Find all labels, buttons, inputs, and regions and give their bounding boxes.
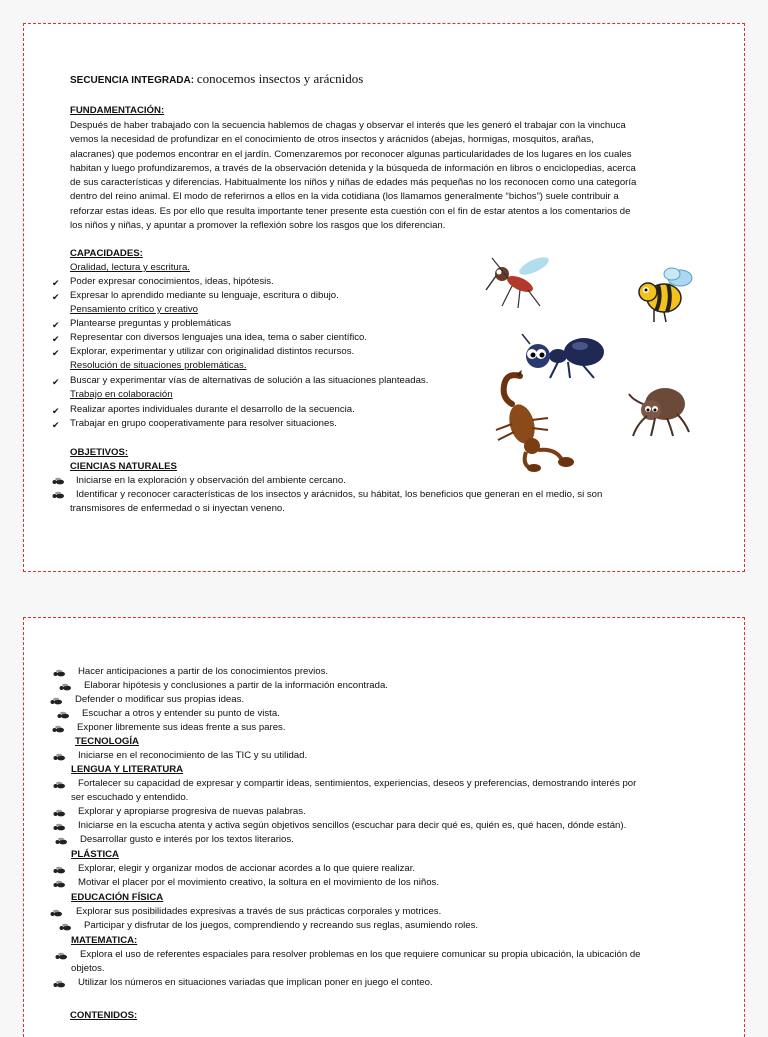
scorpion-illustration — [486, 368, 582, 472]
wasp-bullet-icon — [49, 909, 63, 918]
list-item: Desarrollar gusto e interés por los textos literarios. — [80, 834, 294, 845]
wasp-bullet-icon — [58, 683, 72, 692]
list-item: Plantearse preguntas y problemáticas — [70, 318, 232, 329]
objetivos-heading: OBJETIVOS: — [70, 447, 129, 458]
list-item: Participar y disfrutar de los juegos, comprendiendo y recreando sus reglas, asumiendo roles. — [84, 920, 479, 931]
check-icon: ✔ — [52, 348, 60, 358]
lengua-literatura-heading: LENGUA Y LITERATURA — [71, 764, 184, 775]
list-item: Fortalecer su capacidad de expresar y compartir ideas, sentimientos, experiencias, deseos y preferencias, demostrando interés por — [78, 778, 637, 789]
check-icon: ✔ — [52, 320, 60, 330]
list-item: Motivar el placer por el movimiento creativo, la soltura en el movimiento de los niños. — [78, 877, 439, 888]
list-item: Utilizar los números en situaciones variadas que implican poner en juego el conteo. — [78, 977, 433, 988]
list-item-continuation: transmisores de enfermedad o si inyectan veneno. — [70, 503, 285, 514]
list-item: Elaborar hipótesis y conclusiones a partir de la información encontrada. — [84, 680, 388, 691]
fundamentacion-heading: FUNDAMENTACIÓN: — [70, 105, 165, 116]
wasp-bullet-icon — [54, 837, 68, 846]
wasp-bullet-icon — [52, 980, 66, 989]
list-item: Escuchar a otros y entender su punto de vista. — [82, 708, 280, 719]
list-item: Hacer anticipaciones a partir de los conocimientos previos. — [78, 666, 329, 677]
list-item: Buscar y experimentar vías de alternativas de solución a las situaciones planteadas. — [70, 375, 429, 386]
list-item: Realizar aportes individuales durante el desarrollo de la secuencia. — [70, 404, 355, 415]
list-item: Iniciarse en la exploración y observación del ambiente cercano. — [76, 475, 346, 486]
list-item: Representar con diversos lenguajes una idea, tema o saber científico. — [70, 332, 368, 343]
list-item: Poder expresar conocimientos, ideas, hipótesis. — [70, 276, 274, 287]
list-item-continuation: ser escuchado y entendido. — [71, 792, 189, 803]
wasp-bullet-icon — [51, 477, 65, 486]
wasp-bullet-icon — [52, 669, 66, 678]
spider-illustration — [627, 380, 693, 438]
sequence-title: SECUENCIA INTEGRADA: conocemos insectos y arácnidos — [70, 71, 364, 86]
check-icon: ✔ — [52, 377, 60, 387]
wasp-bullet-icon — [56, 711, 70, 720]
list-item: Identificar y reconocer características de los insectos y arácnidos, su hábitat, los beneficios que generan en el medio, si son — [76, 489, 603, 500]
contenidos-heading: CONTENIDOS: — [70, 1010, 138, 1021]
wasp-bullet-icon — [52, 823, 66, 832]
document-page-2 — [23, 617, 745, 1037]
capacidades-sub-oralidad: Oralidad, lectura y escritura. — [70, 262, 190, 273]
wasp-bullet-icon — [52, 880, 66, 889]
list-item: Iniciarse en el reconocimiento de las TIC y su utilidad. — [78, 750, 308, 761]
wasp-bullet-icon — [51, 725, 65, 734]
wasp-bullet-icon — [58, 923, 72, 932]
list-item: Explorar sus posibilidades expresivas a través de sus prácticas corporales y motrices. — [76, 906, 442, 917]
list-item: Exponer libremente sus ideas frente a sus pares. — [77, 722, 286, 733]
wasp-bullet-icon — [52, 809, 66, 818]
list-item: Explora el uso de referentes espaciales para resolver problemas en los que requiere comunicar su propia ubicación, la ubicación de — [80, 949, 641, 960]
list-item: Explorar y apropiarse progresiva de nuevas palabras. — [78, 806, 306, 817]
tecnologia-heading: TECNOLOGÍA — [75, 736, 139, 747]
wasp-bullet-icon — [54, 952, 68, 961]
mosquito-illustration — [484, 246, 556, 312]
matematica-heading: MATEMATICA: — [71, 935, 138, 946]
check-icon: ✔ — [52, 406, 60, 416]
check-icon: ✔ — [52, 420, 60, 430]
wasp-bullet-icon — [52, 866, 66, 875]
wasp-bullet-icon — [52, 753, 66, 762]
check-icon: ✔ — [52, 292, 60, 302]
educacion-fisica-heading: EDUCACIÓN FÍSICA — [71, 892, 164, 903]
list-item: Iniciarse en la escucha atenta y activa según objetivos sencillos (escuchar para decir qué es, quién es, qué hacen, dónde están). — [78, 820, 627, 831]
capacidades-heading: CAPACIDADES: — [70, 248, 143, 259]
list-item: Explorar, elegir y organizar modos de accionar acordes a lo que quiere realizar. — [78, 863, 416, 874]
ciencias-naturales-heading: CIENCIAS NATURALES — [70, 461, 177, 472]
capacidades-sub-colaboracion: Trabajo en colaboración — [70, 389, 173, 400]
fundamentacion-text: Después de haber trabajado con la secuencia hablemos de chagas y observar el interés que les generó el trabajar con la vinchuca vemos la necesidad de profundizar en el conocimiento de otros insectos y arácnidos (abejas, hormigas, mosquitos, arañas, alacranes) que podemos encontrar en el jardín. Comenzaremos por reconocer algunas particularidades de los lugares en los cuales habitan y luego profundizaremos, a través de la observación detenida y la búsqueda de información en libros o enciclopedias, acerca de sus características y diferencias. Habitualmente los niños y niñas de edades más pequeñas no los reconocen como una categoría dentro del reino animal. El modo de referirnos a ellos en la vida cotidiana (los llamamos generalmente “bichos”) suele contribuir a reforzar estas ideas. Es por ello que resulta importante tener presente esta cuestión con el fin de estar atentos a los comentarios de los niños y niñas, y apuntar a promover la reflexión sobre los rasgos que los diferencian. — [70, 120, 637, 232]
list-item: Expresar lo aprendido mediante su lenguaje, escritura o dibujo. — [70, 290, 339, 301]
plastica-heading: PLÁSTICA — [71, 849, 119, 860]
wasp-bullet-icon — [49, 697, 63, 706]
document-page-1 — [23, 23, 745, 572]
wasp-bullet-icon — [51, 491, 65, 500]
list-item-continuation: objetos. — [71, 963, 105, 974]
wasp-bullet-icon — [52, 781, 66, 790]
check-icon: ✔ — [52, 278, 60, 288]
capacidades-sub-resolucion: Resolución de situaciones problemáticas. — [70, 360, 247, 371]
list-item: Explorar, experimentar y utilizar con originalidad distintos recursos. — [70, 346, 355, 357]
list-item: Defender o modificar sus propias ideas. — [75, 694, 245, 705]
bee-illustration — [634, 262, 704, 324]
check-icon: ✔ — [52, 334, 60, 344]
list-item: Trabajar en grupo cooperativamente para resolver situaciones. — [70, 418, 337, 429]
capacidades-sub-pensamiento: Pensamiento crítico y creativo — [70, 304, 198, 315]
